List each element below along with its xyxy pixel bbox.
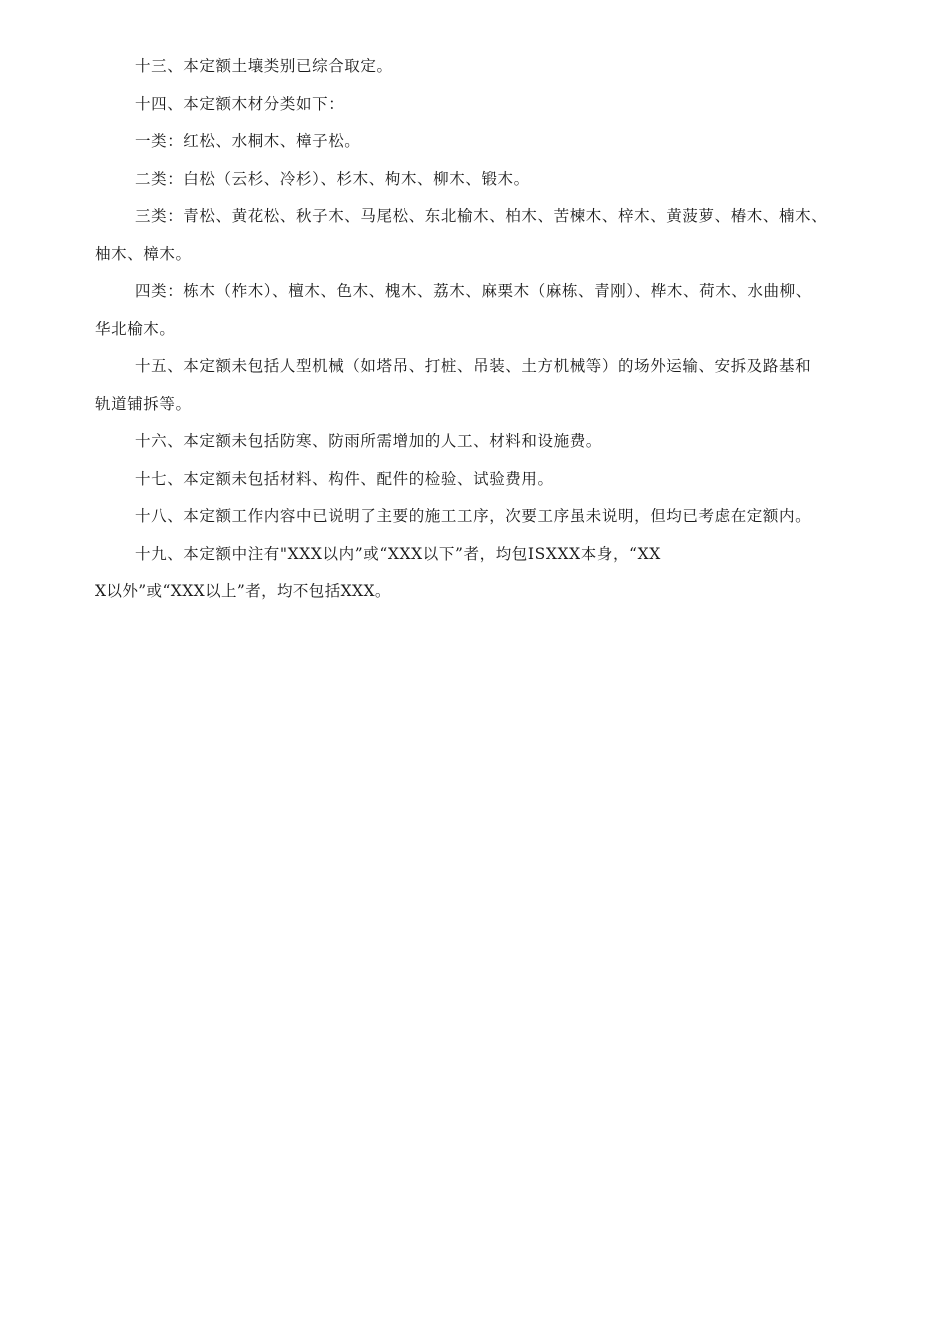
- paragraph-line: 十九、本定额中注有"XXX以内”或“XXX以下”者，均包ISXXX本身，“XX: [135, 544, 661, 563]
- paragraph-line: 十八、本定额工作内容中已说明了主要的施工工序，次要工序虽未说明，但均已考虑在定额内。: [135, 507, 812, 525]
- paragraph-line: 华北榆木。: [95, 319, 176, 338]
- paragraph-line: 四类：栋木（柞木）、檀木、色木、槐木、荔木、麻栗木（麻栋、青刚）、桦木、荷木、水曲柳、: [135, 282, 812, 300]
- paragraph-line: 轨道铺拆等。: [95, 394, 192, 413]
- paragraph-line: X以外”或“XXX以上”者，均不包括XXX。: [95, 582, 391, 600]
- paragraph-line: 三类：青松、黄花松、秋子木、马尾松、东北榆木、柏木、苦楝木、梓木、黄菠萝、椿木、楠木、: [135, 207, 828, 225]
- document-body: [95, 48, 860, 611]
- paragraph-line: 十五、本定额未包括人型机械（如塔吊、打桩、吊装、土方机械等）的场外运输、安拆及路基和: [135, 357, 812, 375]
- paragraph-line: 十六、本定额未包括防寒、防雨所需增加的人工、材料和设施费。: [135, 432, 602, 450]
- paragraph-line: 十四、本定额木材分类如下：: [135, 94, 345, 113]
- paragraph-line: 柚木、樟木。: [95, 244, 192, 263]
- paragraph-line: 十三、本定额土壤类别已综合取定。: [135, 57, 393, 75]
- paragraph-line: 二类：白松（云杉、冷杉）、杉木、枸木、柳木、锻木。: [135, 169, 530, 188]
- paragraph-line: 一类：红松、水桐木、樟子松。: [135, 132, 361, 150]
- paragraph-line: 十七、本定额未包括材料、构件、配件的检验、试验费用。: [135, 469, 554, 488]
